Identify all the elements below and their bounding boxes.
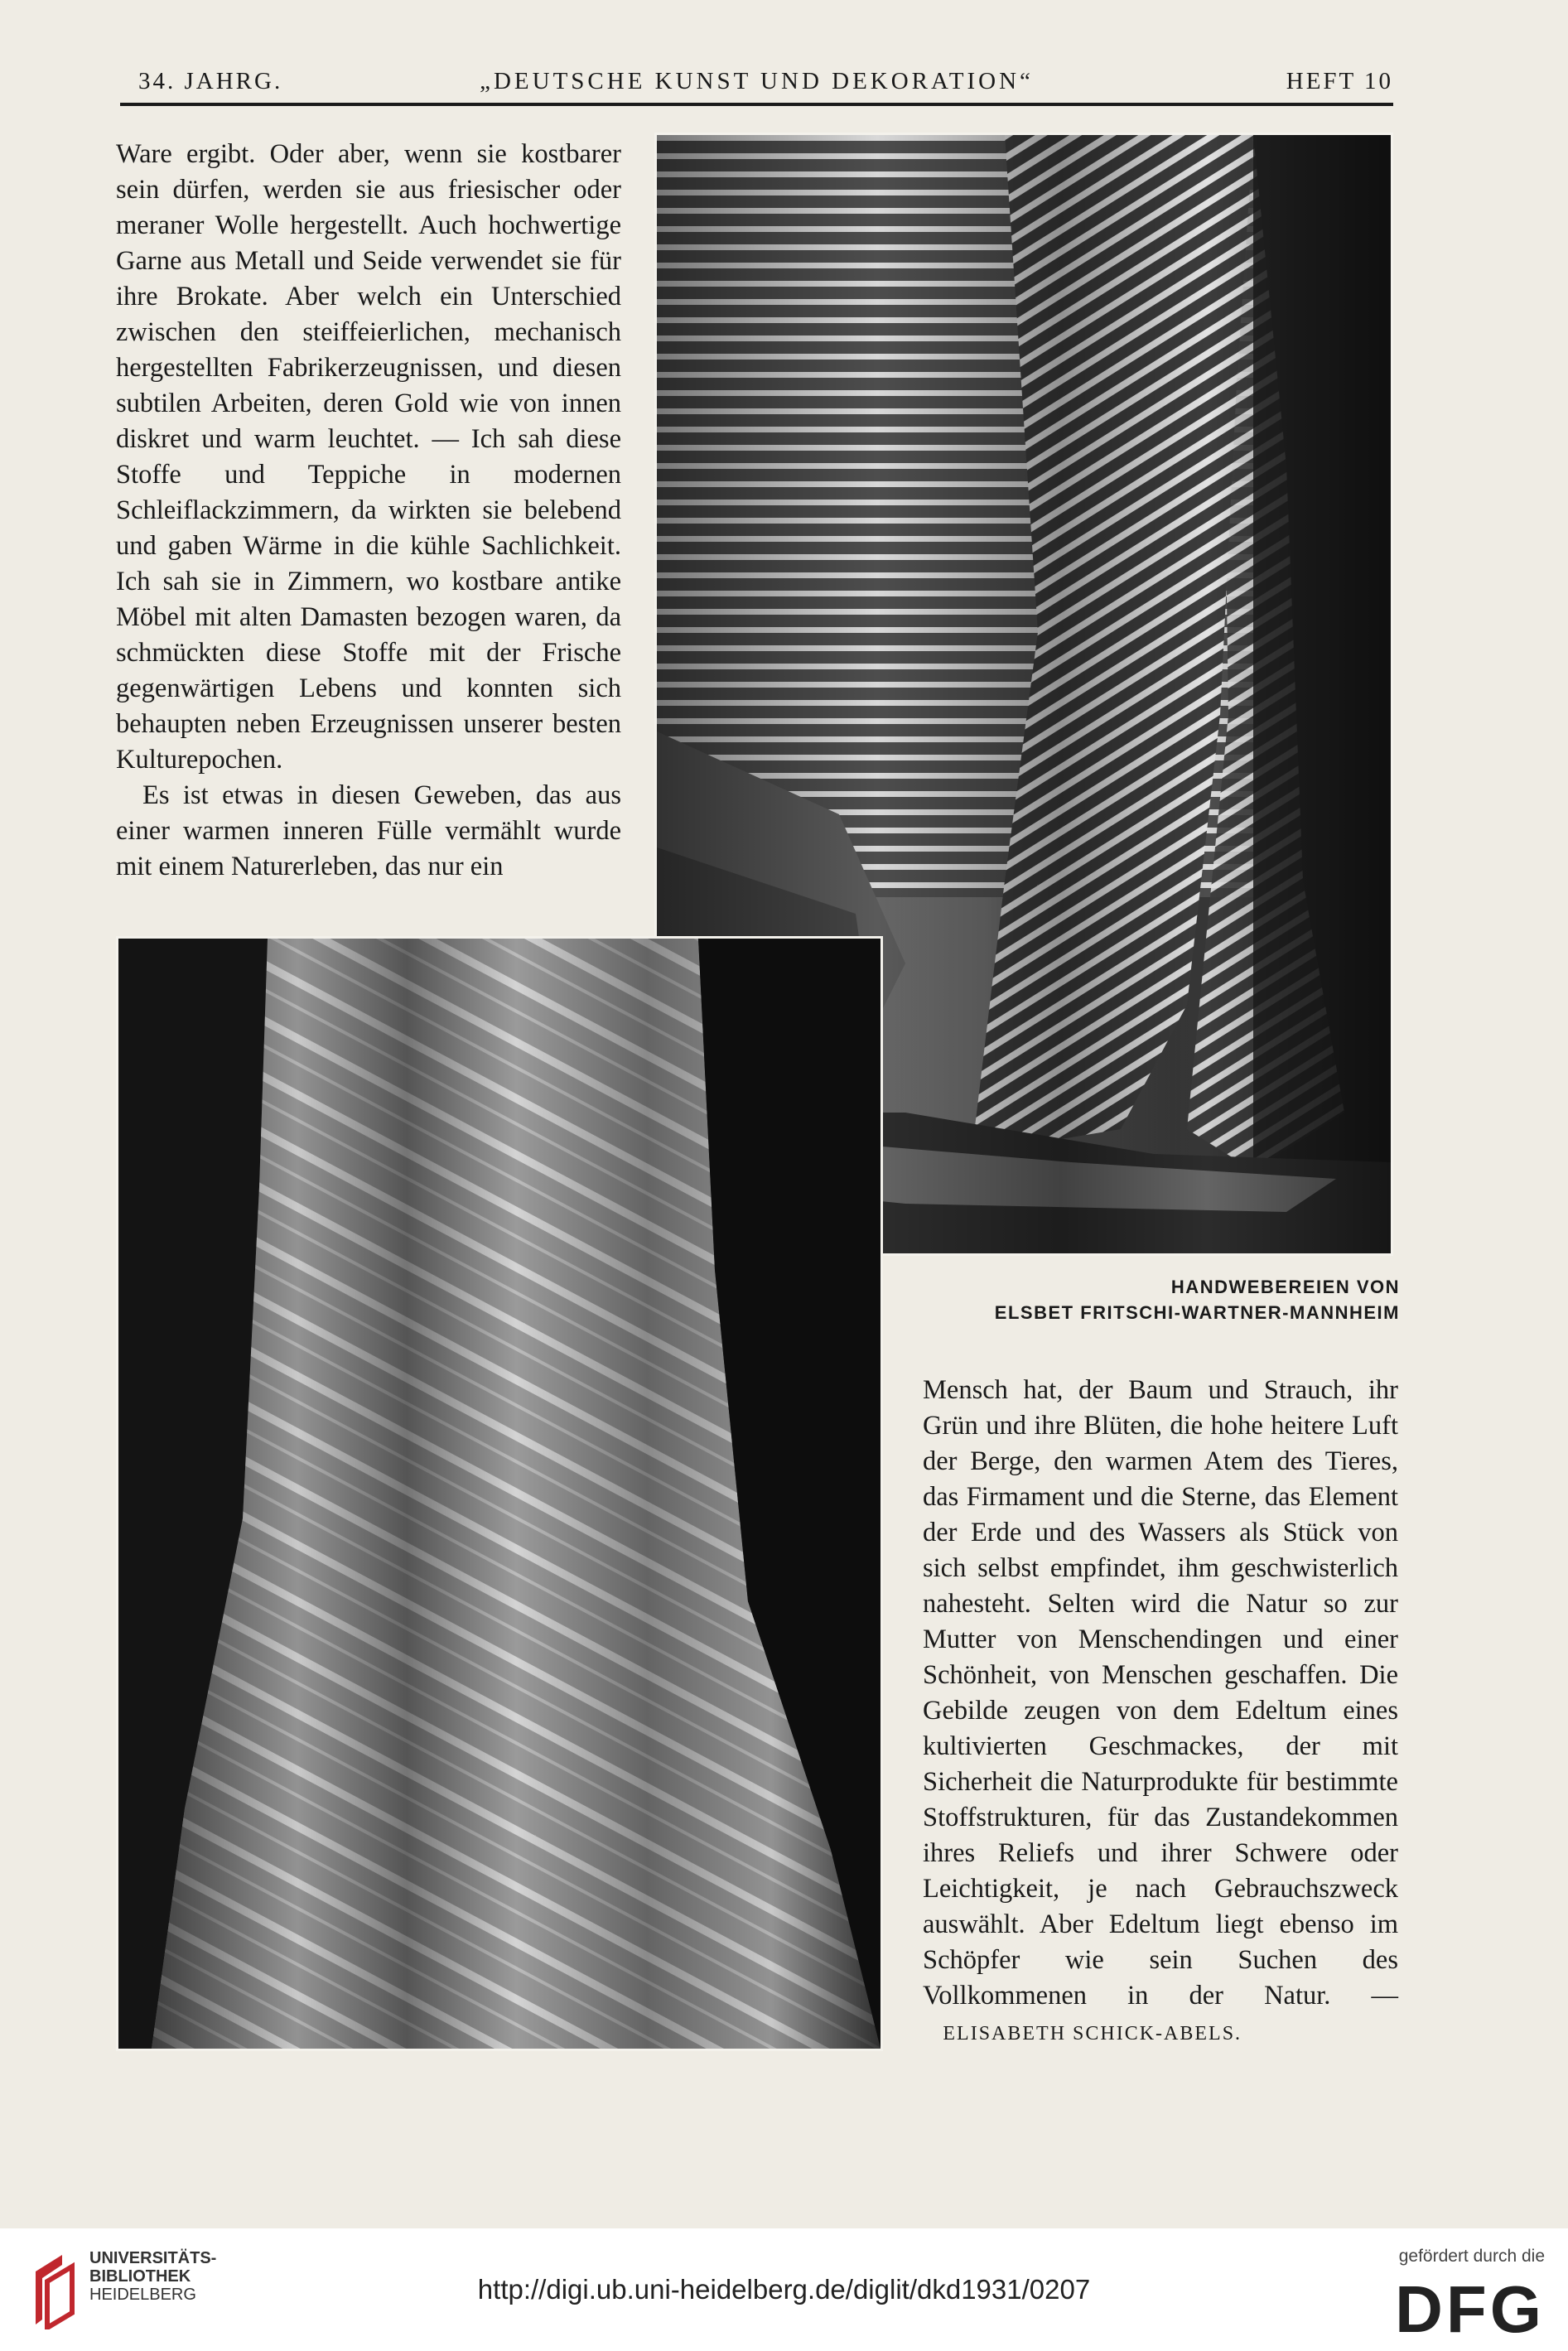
volume-label: 34. JAHRG. bbox=[138, 68, 283, 94]
issue-label: HEFT 10 bbox=[1286, 68, 1393, 94]
text-column-right bbox=[923, 1373, 1398, 2052]
author-signature: ELISABETH SCHICK-ABELS. bbox=[943, 2023, 1242, 2044]
caption-line: ELSBET FRITSCHI-WARTNER-MANNHEIM bbox=[994, 1302, 1400, 1323]
paragraph-text: Mensch hat, der Baum und Strauch, ihr Grün und ihre Blüten, die hohe heitere Luft der Berge, den warmen Atem des Tieres, das Firmament und die Sterne, das Element der Erde und des Wassers als Stück von sich selbst empfindet, ihm geschwisterlich nahesteht. Selten wird die Natur so zur Mutter von Menschendingen und einer Schönheit, von Menschen geschaffen. Die Gebilde zeugen von dem Edeltum eines kultivierten Geschmackes, der mit Sicherheit die Naturprodukte für bestimmte Stoffstrukturen, für das Zustandekommen ihres Reliefs und ihrer Schwere oder Leichtigkeit, je nach Gebrauchszweck auswählt. Aber Edeltum liegt ebenso im Schöpfer wie sein Suchen des Vollkommenen in der Natur. — bbox=[923, 1375, 1398, 2011]
paragraph: Es ist etwas in diesen Geweben, das aus einer warmen inneren Fülle vermählt wurde mit einem Naturerleben, das nur ein bbox=[116, 780, 621, 881]
paragraph: Ware ergibt. Oder aber, wenn sie kostbarer sein dürfen, werden sie aus friesischer oder meraner Wolle hergestellt. Auch hochwertige Garne aus Metall und Seide verwendet sie für ihre Brokate. Aber welch ein Unterschied zwischen den steiffeierlichen, mechanisch hergestellten Fabrikerzeugnissen, und diesen subtilen Arbeiten, deren Gold wie von innen diskret und warm leuchtet. — Ich sah diese Stoffe und Teppiche in modernen Schleiflackzimmern, da wirkten sie belebend und gaben Wärme in die kühle Sachlichkeit. Ich sah sie in Zimmern, wo kostbare antike Möbel mit alten Damasten bezogen waren, da schmückten diese Stoffe mit der Frische gegenwärtigen Lebens und konnten sich behaupten neben Erzeugnissen unserer besten Kulturepochen. bbox=[116, 139, 621, 775]
caption-line: HANDWEBEREIEN VON bbox=[1170, 1277, 1400, 1297]
permalink[interactable]: http://digi.ub.uni-heidelberg.de/diglit/dkd1931/0207 bbox=[477, 2274, 1091, 2305]
photo-caption bbox=[820, 1274, 1400, 1325]
running-header bbox=[120, 68, 1393, 101]
fabric-photo-draped bbox=[116, 936, 883, 2051]
text-column-left bbox=[116, 137, 621, 885]
paragraph bbox=[923, 1373, 1398, 2052]
library-name: UNIVERSITÄTS- BIBLIOTHEK HEIDELBERG bbox=[89, 2249, 217, 2304]
journal-title: „DEUTSCHE KUNST UND DEKORATION“ bbox=[480, 68, 1034, 94]
dfg-logo: DFG bbox=[1395, 2272, 1545, 2346]
funding-note: gefördert durch die bbox=[1398, 2247, 1545, 2266]
header-rule bbox=[120, 103, 1393, 106]
